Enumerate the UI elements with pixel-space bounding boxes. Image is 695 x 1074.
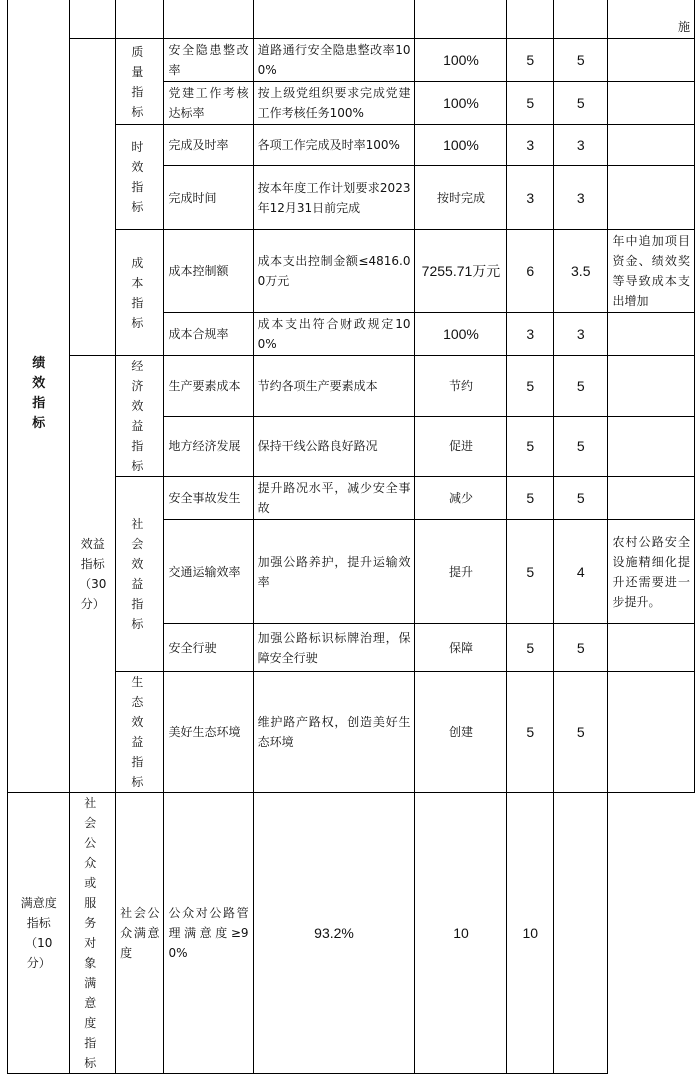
indicator-target: 维护路产路权，创造美好生态环境 bbox=[253, 672, 415, 793]
actual-value: 93.2% bbox=[253, 793, 415, 1074]
indicator-target: 按本年度工作计划要求2023年12月31日前完成 bbox=[253, 166, 415, 230]
indicator-name: 生产要素成本 bbox=[164, 356, 253, 417]
weight-value: 5 bbox=[507, 520, 554, 624]
score-value: 5 bbox=[554, 672, 608, 793]
remark-cell: 农村公路安全设施精细化提升还需要进一步提升。 bbox=[608, 520, 695, 624]
remark-cell bbox=[608, 313, 695, 356]
actual-value: 节约 bbox=[415, 356, 507, 417]
weight-value: 10 bbox=[415, 793, 507, 1074]
remark-cell bbox=[608, 624, 695, 672]
weight-value: 5 bbox=[507, 477, 554, 520]
indicator-name: 美好生态环境 bbox=[164, 672, 253, 793]
level1-label: 绩效指标 bbox=[8, 0, 70, 793]
indicator-target: 加强公路标识标牌治理，保障安全行驶 bbox=[253, 624, 415, 672]
level3-label: 时效指标 bbox=[116, 125, 164, 230]
table-row bbox=[8, 39, 695, 82]
weight-value: 5 bbox=[507, 82, 554, 125]
remark-cell bbox=[608, 672, 695, 793]
remark-cell bbox=[554, 793, 608, 1074]
performance-table bbox=[7, 0, 695, 1074]
weight-value: 6 bbox=[507, 230, 554, 313]
remark-cell bbox=[608, 125, 695, 166]
weight-value: 3 bbox=[507, 313, 554, 356]
actual-value: 按时完成 bbox=[415, 166, 507, 230]
actual-value: 100% bbox=[415, 39, 507, 82]
actual-value: 减少 bbox=[415, 477, 507, 520]
indicator-name: 地方经济发展 bbox=[164, 416, 253, 477]
score-value: 3 bbox=[554, 166, 608, 230]
indicator-name: 完成时间 bbox=[164, 166, 253, 230]
actual-value: 创建 bbox=[415, 672, 507, 793]
table-row bbox=[8, 356, 695, 417]
indicator-target: 保持干线公路良好路况 bbox=[253, 416, 415, 477]
score-value: 5 bbox=[554, 82, 608, 125]
remark-cell bbox=[608, 356, 695, 417]
indicator-name: 社会公众满意度 bbox=[116, 793, 164, 1074]
level2-cell-output bbox=[70, 39, 116, 356]
weight-value: 5 bbox=[507, 356, 554, 417]
remark-cell: 年中追加项目资金、绩效奖等导致成本支出增加 bbox=[608, 230, 695, 313]
remark-cell bbox=[608, 82, 695, 125]
indicator-target: 成本支出符合财政规定100% bbox=[253, 313, 415, 356]
score-value: 3 bbox=[554, 125, 608, 166]
indicator-target: 道路通行安全隐患整改率100% bbox=[253, 39, 415, 82]
indicator-target: 加强公路养护，提升运输效率 bbox=[253, 520, 415, 624]
indicator-target: 公众对公路管理满意度≥90% bbox=[164, 793, 253, 1074]
indicator-name: 成本合规率 bbox=[164, 313, 253, 356]
indicator-name: 成本控制额 bbox=[164, 230, 253, 313]
indicator-target: 按上级党组织要求完成党建工作考核任务100% bbox=[253, 82, 415, 125]
actual-value: 100% bbox=[415, 313, 507, 356]
score-value: 3.5 bbox=[554, 230, 608, 313]
actual-value: 100% bbox=[415, 82, 507, 125]
level2-label: 效益指标（30分） bbox=[70, 356, 116, 793]
indicator-name: 安全行驶 bbox=[164, 624, 253, 672]
score-value: 5 bbox=[554, 356, 608, 417]
table-row bbox=[8, 793, 695, 1074]
actual-value: 100% bbox=[415, 125, 507, 166]
weight-value: 5 bbox=[507, 672, 554, 793]
actual-value: 提升 bbox=[415, 520, 507, 624]
indicator-target: 各项工作完成及时率100% bbox=[253, 125, 415, 166]
level3-label: 经济效益指标 bbox=[116, 356, 164, 477]
weight-value: 3 bbox=[507, 125, 554, 166]
score-value: 5 bbox=[554, 39, 608, 82]
indicator-target: 成本支出控制金额≤4816.00万元 bbox=[253, 230, 415, 313]
indicator-name: 交通运输效率 bbox=[164, 520, 253, 624]
indicator-name: 党建工作考核达标率 bbox=[164, 82, 253, 125]
score-value: 5 bbox=[554, 477, 608, 520]
score-value: 5 bbox=[554, 416, 608, 477]
indicator-name: 安全隐患整改率 bbox=[164, 39, 253, 82]
score-value: 10 bbox=[507, 793, 554, 1074]
level3-label: 社会公众或服务对象满意度指标 bbox=[70, 793, 116, 1074]
remark-cell bbox=[608, 477, 695, 520]
weight-value: 3 bbox=[507, 166, 554, 230]
score-value: 3 bbox=[554, 313, 608, 356]
indicator-name: 完成及时率 bbox=[164, 125, 253, 166]
remark-cell bbox=[608, 416, 695, 477]
actual-value: 保障 bbox=[415, 624, 507, 672]
indicator-target: 节约各项生产要素成本 bbox=[253, 356, 415, 417]
weight-value: 5 bbox=[507, 416, 554, 477]
remark-cell bbox=[608, 39, 695, 82]
level2-label: 满意度指标（10分） bbox=[8, 793, 70, 1074]
score-value: 5 bbox=[554, 624, 608, 672]
table-row bbox=[8, 0, 695, 39]
weight-value: 5 bbox=[507, 624, 554, 672]
level3-label: 质量指标 bbox=[116, 39, 164, 125]
indicator-name: 安全事故发生 bbox=[164, 477, 253, 520]
weight-value: 5 bbox=[507, 39, 554, 82]
level3-label: 成本指标 bbox=[116, 230, 164, 356]
indicator-target: 提升路况水平，减少安全事故 bbox=[253, 477, 415, 520]
remark-cell: 施 bbox=[608, 0, 695, 39]
level3-label: 生态效益指标 bbox=[116, 672, 164, 793]
remark-cell bbox=[608, 166, 695, 230]
level3-label: 社会效益指标 bbox=[116, 477, 164, 672]
actual-value: 7255.71万元 bbox=[415, 230, 507, 313]
score-value: 4 bbox=[554, 520, 608, 624]
actual-value: 促进 bbox=[415, 416, 507, 477]
